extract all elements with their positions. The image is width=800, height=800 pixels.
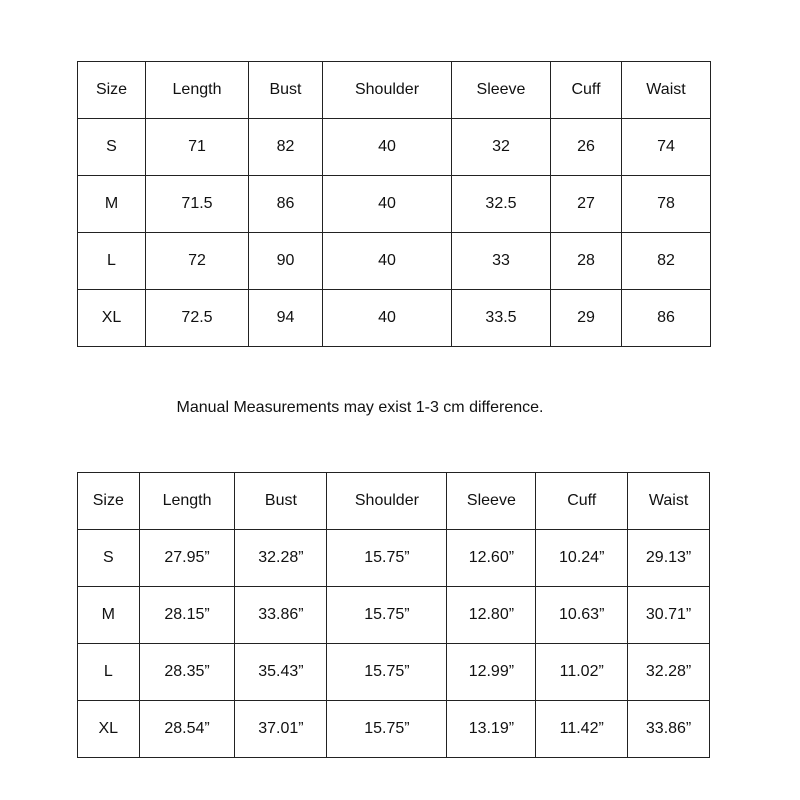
table-cell: 86 <box>249 176 323 233</box>
table-cell: 26 <box>551 119 622 176</box>
table-cell: 35.43” <box>235 644 327 701</box>
table-cell: 40 <box>323 176 452 233</box>
table-cell: L <box>78 644 140 701</box>
table-cell: S <box>78 119 146 176</box>
table-cell: S <box>78 530 140 587</box>
header-cell: Cuff <box>551 62 622 119</box>
table-cell: 33 <box>452 233 551 290</box>
table-cell: 94 <box>249 290 323 347</box>
header-cell: Length <box>146 62 249 119</box>
table-cell: 27.95” <box>139 530 235 587</box>
table-cell: 33.5 <box>452 290 551 347</box>
header-cell: Size <box>78 473 140 530</box>
table-cell: 13.19” <box>447 701 536 758</box>
size-chart-inch-table <box>77 472 710 758</box>
table-cell: 29.13” <box>628 530 710 587</box>
table-cell: 40 <box>323 233 452 290</box>
header-cell: Shoulder <box>323 62 452 119</box>
table-cell: 71 <box>146 119 249 176</box>
header-cell: Sleeve <box>452 62 551 119</box>
header-cell: Bust <box>235 473 327 530</box>
table-cell: 32.5 <box>452 176 551 233</box>
table-cell: 82 <box>249 119 323 176</box>
table-cell: 10.24” <box>536 530 628 587</box>
table-cell: 11.02” <box>536 644 628 701</box>
table-cell: 30.71” <box>628 587 710 644</box>
header-cell: Bust <box>249 62 323 119</box>
header-cell: Length <box>139 473 235 530</box>
table-cell: 74 <box>622 119 711 176</box>
table-cell: 78 <box>622 176 711 233</box>
table-cell: 15.75” <box>327 644 447 701</box>
table-row <box>78 233 711 290</box>
table-cell: 27 <box>551 176 622 233</box>
table-cell: 82 <box>622 233 711 290</box>
table-cell: 12.60” <box>447 530 536 587</box>
table-cell: 15.75” <box>327 530 447 587</box>
table-row <box>78 530 710 587</box>
header-row <box>78 62 711 119</box>
table-cell: 86 <box>622 290 711 347</box>
table-row <box>78 701 710 758</box>
table-cell: 72.5 <box>146 290 249 347</box>
table-cell: 37.01” <box>235 701 327 758</box>
table-cell: 40 <box>323 119 452 176</box>
table-cell: 12.80” <box>447 587 536 644</box>
table-cell: 71.5 <box>146 176 249 233</box>
header-cell: Shoulder <box>327 473 447 530</box>
table-cell: 32 <box>452 119 551 176</box>
table-cell: 29 <box>551 290 622 347</box>
table-cell: 72 <box>146 233 249 290</box>
table-cell: 32.28” <box>628 644 710 701</box>
size-chart-cm-table <box>77 61 711 347</box>
header-row <box>78 473 710 530</box>
table-cell: XL <box>78 701 140 758</box>
table-cell: 90 <box>249 233 323 290</box>
header-cell: Waist <box>622 62 711 119</box>
table-cell: M <box>78 587 140 644</box>
table-row <box>78 644 710 701</box>
table-row <box>78 587 710 644</box>
measurement-note: Manual Measurements may exist 1-3 cm difference. <box>176 399 544 416</box>
table-cell: XL <box>78 290 146 347</box>
table-cell: 15.75” <box>327 701 447 758</box>
table-cell: 40 <box>323 290 452 347</box>
header-cell: Waist <box>628 473 710 530</box>
table-cell: 32.28” <box>235 530 327 587</box>
table-cell: 28 <box>551 233 622 290</box>
header-cell: Sleeve <box>447 473 536 530</box>
table-cell: 12.99” <box>447 644 536 701</box>
header-cell: Cuff <box>536 473 628 530</box>
table-row <box>78 176 711 233</box>
table-cell: M <box>78 176 146 233</box>
table-cell: 15.75” <box>327 587 447 644</box>
header-cell: Size <box>78 62 146 119</box>
table-row <box>78 290 711 347</box>
table-cell: 11.42” <box>536 701 628 758</box>
table-cell: 28.54” <box>139 701 235 758</box>
table-cell: 33.86” <box>235 587 327 644</box>
table-row <box>78 119 711 176</box>
table-cell: L <box>78 233 146 290</box>
table-cell: 33.86” <box>628 701 710 758</box>
table-cell: 10.63” <box>536 587 628 644</box>
table-cell: 28.15” <box>139 587 235 644</box>
table-cell: 28.35” <box>139 644 235 701</box>
